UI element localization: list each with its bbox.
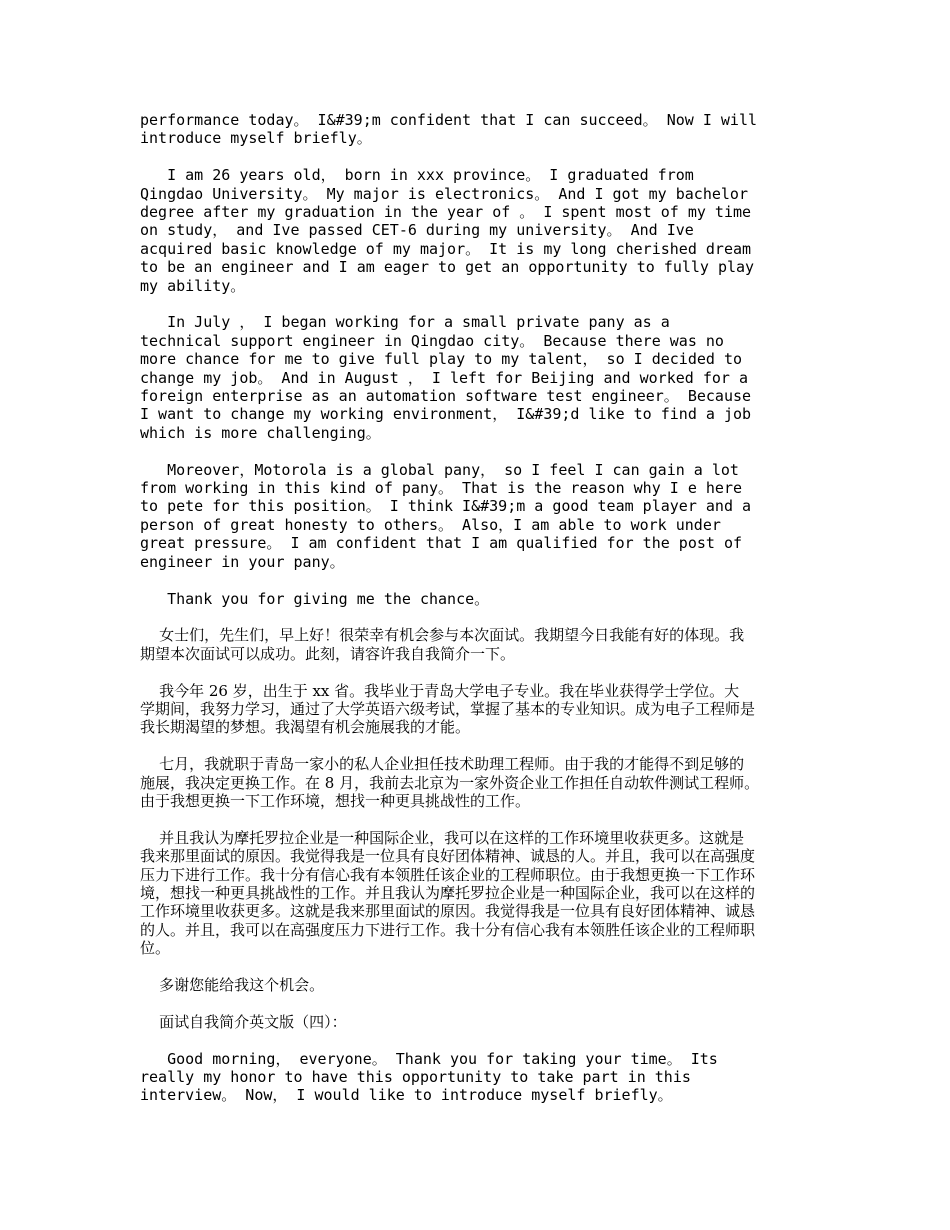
paragraph-zh-thanks: 多谢您能给我这个机会。 [140, 975, 325, 994]
paragraph-version-four-intro: Good morning， everyone。 Thank you for taking your time。 Its really my honor to have this opportunity to take part in this interview。 Now， I would like to introduce myself briefly。 [140, 1049, 718, 1105]
paragraph-work-history: In July ， I began working for a small private pany as a technical support engineer in Qingdao city。 Because there was no more chance for me to give full play to my talent， so I decided to change my job。 And in August ， I left for Beijing and worked for a foreign enterprise as an automation software test engineer。 Because I want to change my working environment， I&#39;d like to find a job which is more challenging。 [140, 313, 752, 442]
paragraph-background: I am 26 years old， born in xxx province。 I graduated from Qingdao University。 My major is electronics。 And I got my bachelor degree after my graduation in the year of 。 I spent most of my time on study， and Ive passed CET-6 during my university。 And Ive acquired basic knowledge of my major。 It is my long cherished dream to be an engineer and I am eager to get an opportunity to fully play my ability。 [140, 166, 755, 295]
paragraph-zh-greeting: 女士们，先生们，早上好！很荣幸有机会参与本次面试。我期望今日我能有好的体现。我 期望本次面试可以成功。此刻，请容许我自我简介一下。 [140, 626, 745, 663]
section-heading-version-four: 面试自我简介英文版（四）： [140, 1012, 347, 1031]
document-body [140, 111, 830, 1105]
paragraph-thanks: Thank you for giving me the chance。 [140, 589, 490, 608]
paragraph-zh-motivation: 并且我认为摩托罗拉企业是一种国际企业，我可以在这样的工作环境里收获更多。这就是 我来那里面试的原因。我觉得我是一位具有良好团体精神、诚恳的人。并且，我可以在高强度 压力下进行工作。我十分有信心我有本领胜任该企业的工程师职位。由于我想更换一下工作环 境，想找一种更具挑战性的工作。并且我认为摩托罗拉企业是一种国际企业，我可以在这样的 工作环境里收获更多。这就是我来那里面试的原因。我觉得我是一位具有良好团体精神、诚恳 的人。并且，我可以在高强度压力下进行工作。我十分有信心我有本领胜任该企业的工程师职 位。 [140, 828, 756, 958]
paragraph-intro-continued: performance today。 I&#39;m confident that I can succeed。 Now I will introduce myself briefly。 [140, 111, 757, 148]
paragraph-zh-work-history: 七月，我就职于青岛一家小的私人企业担任技术助理工程师。由于我的才能得不到足够的 施展，我决定更换工作。在 8 月，我前去北京为一家外资企业工作担任自动软件测试工程师。 由于我想更换一下工作环境，想找一种更具挑战性的工作。 [140, 755, 760, 810]
paragraph-motivation: Moreover，Motorola is a global pany， so I feel I can gain a lot from working in this kind of pany。 That is the reason why I e here to pete for this position。 I think I&#39;m a good team player and a person of great honesty to others。 Also，I am able to work under great pressure。 I am confident that I am qualified for the post of engineer in your pany。 [140, 460, 752, 571]
paragraph-zh-background: 我今年 26 岁，出生于 xx 省。我毕业于青岛大学电子专业。我在毕业获得学士学位。大 学期间，我努力学习，通过了大学英语六级考试，掌握了基本的专业知识。成为电子工程师是 我长期渴望的梦想。我渴望有机会施展我的才能。 [140, 681, 756, 737]
